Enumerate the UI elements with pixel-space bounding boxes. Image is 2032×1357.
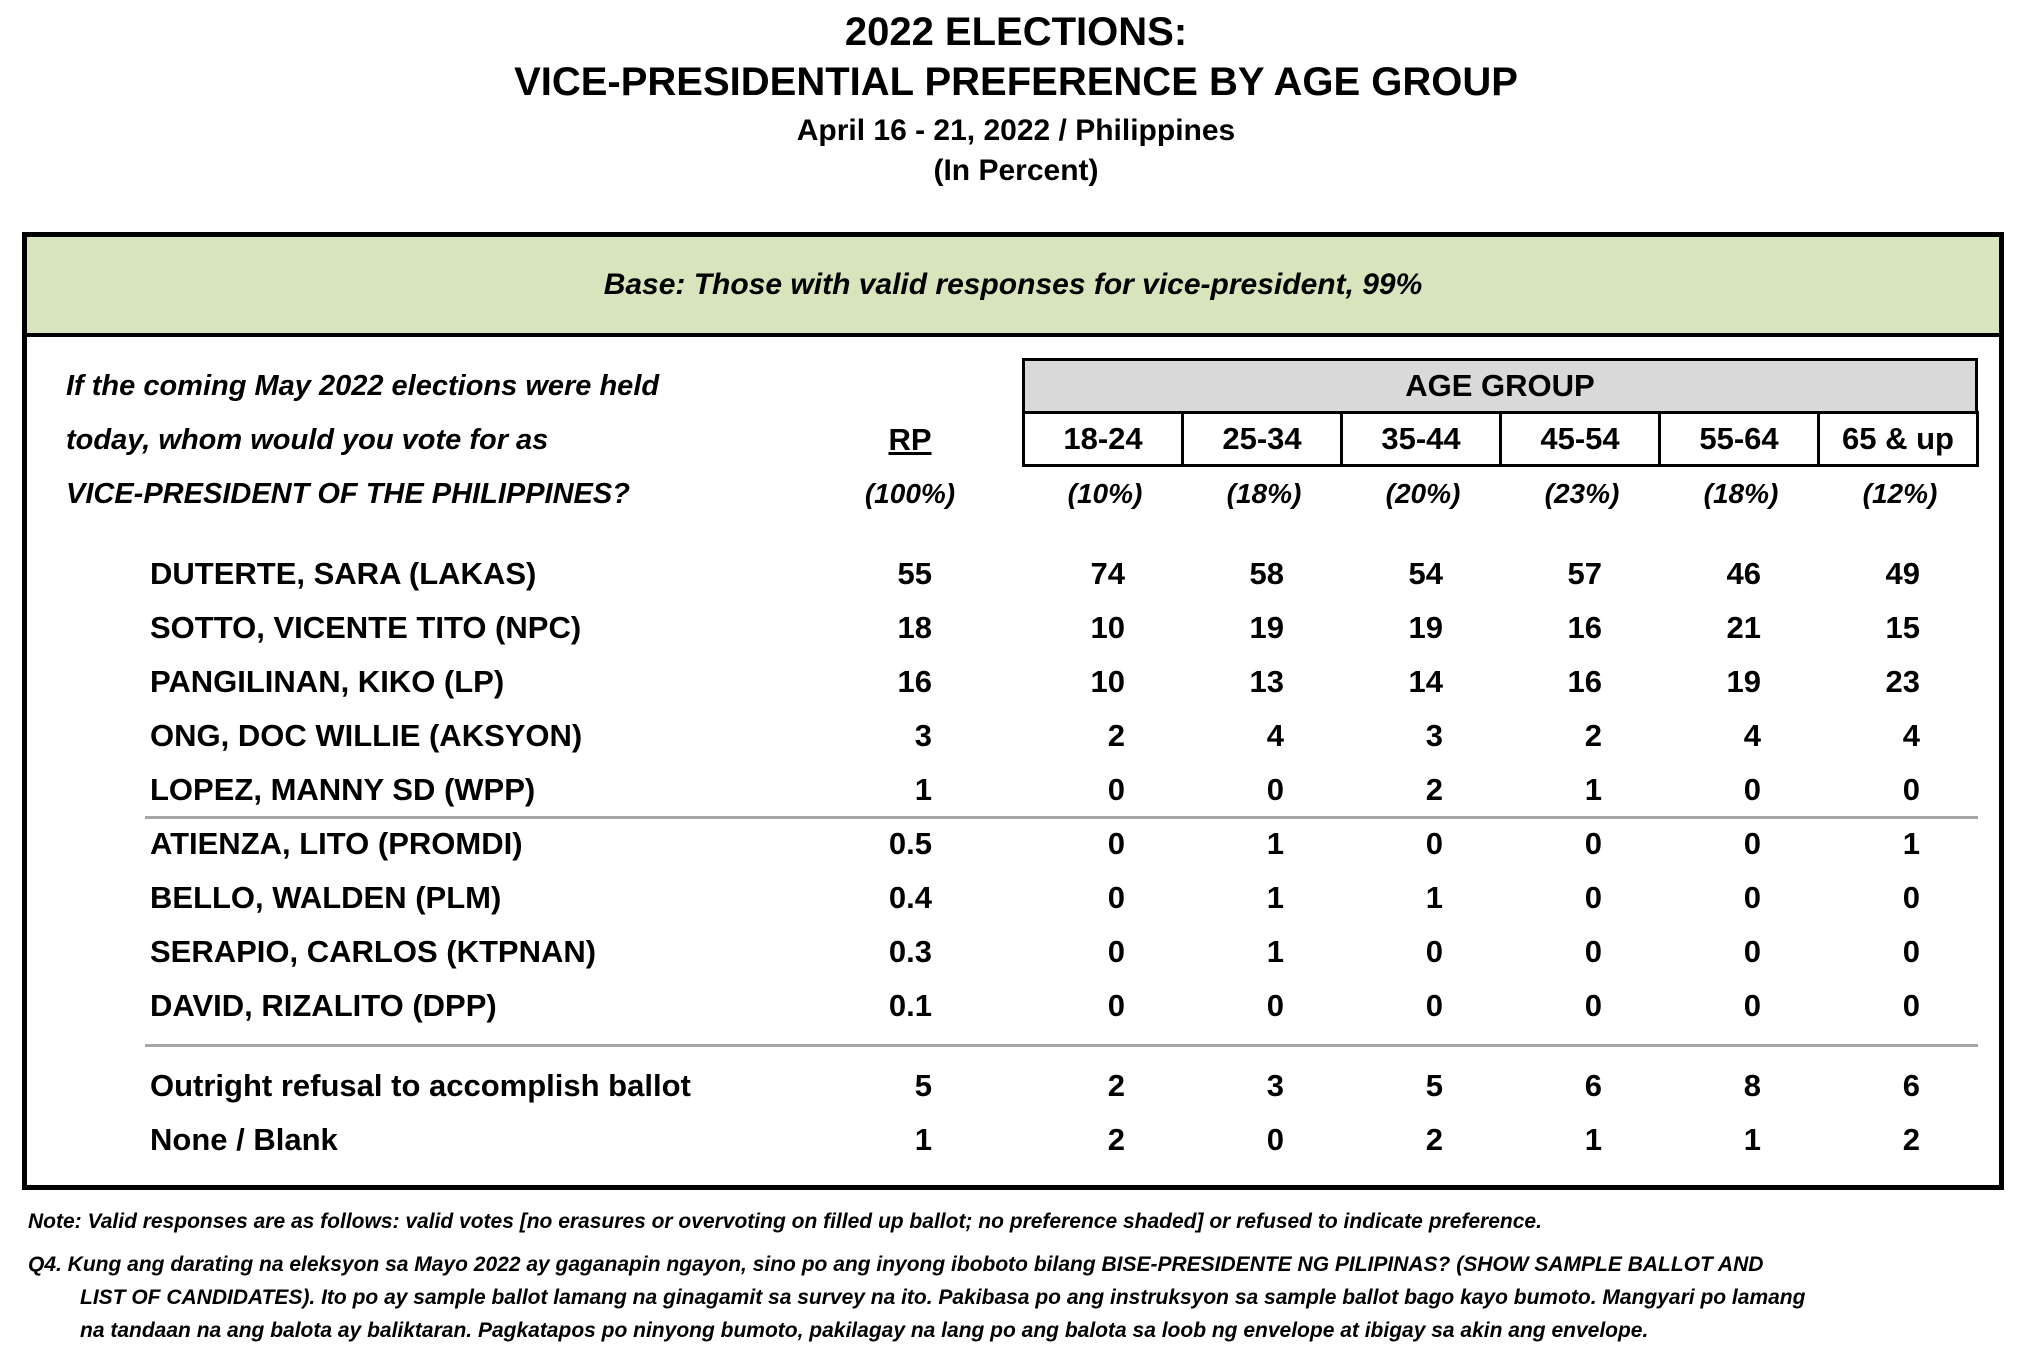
question-line2: today, whom would you vote for as [66, 424, 549, 456]
table-cell: 2 [1902, 1122, 1920, 1157]
table-cell: 57 [1567, 556, 1602, 591]
table-cell: 0 [1902, 772, 1920, 807]
table-cell: 0 [1266, 772, 1284, 807]
row-label: None / Blank [150, 1122, 338, 1157]
table-cell: 23 [1885, 664, 1920, 699]
table-cell: 19 [1726, 664, 1761, 699]
table-cell: 6 [1584, 1068, 1602, 1103]
separator-rule [145, 816, 1978, 819]
row-label: LOPEZ, MANNY SD (WPP) [150, 772, 536, 807]
column-share: (23%) [1544, 478, 1620, 509]
table-cell: 2 [1107, 1122, 1125, 1157]
table-cell: 8 [1743, 1068, 1761, 1103]
table-cell: 1 [914, 1122, 932, 1157]
table-cell: 1 [914, 772, 932, 807]
title-line2: VICE-PRESIDENTIAL PREFERENCE BY AGE GROUP [514, 60, 1518, 104]
table-cell: 4 [1743, 718, 1761, 753]
row-label: DAVID, RIZALITO (DPP) [150, 988, 497, 1023]
column-header-age-3: 35-44 [1340, 411, 1502, 467]
table-cell: 15 [1885, 610, 1920, 645]
table-cell: 6 [1902, 1068, 1920, 1103]
table-cell: 1 [1266, 880, 1284, 915]
table-cell: 2 [1425, 772, 1443, 807]
table-cell: 13 [1249, 664, 1284, 699]
table-cell: 0 [1107, 880, 1125, 915]
table-cell: 2 [1425, 1122, 1443, 1157]
table-cell: 0 [1743, 934, 1761, 969]
table-cell: 1 [1584, 772, 1602, 807]
column-header-age-5: 55-64 [1658, 411, 1820, 467]
table-cell: 2 [1107, 718, 1125, 753]
q4-line3: na tandaan na ang balota ay baliktaran. Pagkatapos po ninyong bumoto, pakilagay na lang po ang balota sa loob ng envelope at ibigay sa akin ang envelope. [80, 1319, 1649, 1342]
table-cell: 2 [1584, 718, 1602, 753]
table-cell: 19 [1249, 610, 1284, 645]
table-cell: 1 [1902, 826, 1920, 861]
column-header-age-6: 65 & up [1817, 411, 1979, 467]
table-cell: 0.4 [888, 880, 932, 915]
row-label: ATIENZA, LITO (PROMDI) [150, 826, 523, 861]
table-cell: 74 [1090, 556, 1125, 591]
row-label: ONG, DOC WILLIE (AKSYON) [150, 718, 583, 753]
column-share: (18%) [1703, 478, 1779, 509]
table-cell: 0 [1902, 934, 1920, 969]
table-cell: 0 [1584, 826, 1602, 861]
table-cell: 10 [1090, 610, 1125, 645]
table-cell: 3 [1425, 718, 1443, 753]
table-cell: 0 [1107, 772, 1125, 807]
q4-line1: Q4. Kung ang darating na eleksyon sa Mayo 2022 ay gaganapin ngayon, sino po ang inyong iboboto bilang BISE-PRESIDENTE NG PILIPINAS? (SHOW SAMPLE BALLOT AND [28, 1253, 1764, 1276]
row-label: PANGILINAN, KIKO (LP) [150, 664, 505, 699]
table-cell: 0 [1902, 988, 1920, 1023]
table-cell: 1 [1743, 1122, 1761, 1157]
table-cell: 0 [1743, 772, 1761, 807]
note-text: Note: Valid responses are as follows: valid votes [no erasures or overvoting on filled up ballot; no preference shaded] or refused to indicate preference. [28, 1210, 1542, 1233]
row-label: SOTTO, VICENTE TITO (NPC) [150, 610, 582, 645]
column-header-rp: RP [888, 422, 932, 457]
table-cell: 16 [1567, 610, 1602, 645]
question-line3: VICE-PRESIDENT OF THE PHILIPPINES? [66, 478, 630, 510]
table-cell: 2 [1107, 1068, 1125, 1103]
age-group-header: AGE GROUP [1022, 358, 1978, 414]
table-cell: 54 [1408, 556, 1443, 591]
table-cell: 0.3 [888, 934, 932, 969]
table-cell: 0 [1425, 826, 1443, 861]
table-cell: 1 [1584, 1122, 1602, 1157]
table-cell: 3 [914, 718, 932, 753]
table-cell: 18 [897, 610, 932, 645]
table-cell: 58 [1249, 556, 1284, 591]
table-cell: 0 [1902, 880, 1920, 915]
column-header-age-4: 45-54 [1499, 411, 1661, 467]
table-cell: 5 [914, 1068, 932, 1103]
table-cell: 0 [1107, 934, 1125, 969]
table-cell: 10 [1090, 664, 1125, 699]
table-cell: 14 [1408, 664, 1443, 699]
table-cell: 49 [1885, 556, 1920, 591]
row-label: DUTERTE, SARA (LAKAS) [150, 556, 537, 591]
table-cell: 0.5 [888, 826, 932, 861]
table-cell: 0 [1107, 826, 1125, 861]
table-cell: 1 [1425, 880, 1443, 915]
column-header-age-1: 18-24 [1022, 411, 1184, 467]
base-banner: Base: Those with valid responses for vice-president, 99% [27, 237, 1999, 337]
table-cell: 0 [1743, 880, 1761, 915]
row-label: Outright refusal to accomplish ballot [150, 1068, 691, 1103]
table-cell: 0.1 [888, 988, 932, 1023]
table-cell: 0 [1266, 988, 1284, 1023]
table-cell: 0 [1584, 934, 1602, 969]
table-cell: 1 [1266, 826, 1284, 861]
title-line1: 2022 ELECTIONS: [844, 10, 1188, 54]
column-share: (18%) [1226, 478, 1302, 509]
table-cell: 5 [1425, 1068, 1443, 1103]
table-cell: 0 [1743, 826, 1761, 861]
table-cell: 19 [1408, 610, 1443, 645]
column-share: (12%) [1862, 478, 1938, 509]
table-cell: 0 [1743, 988, 1761, 1023]
column-share: (10%) [1067, 478, 1143, 509]
table-cell: 55 [897, 556, 932, 591]
table-cell: 0 [1425, 988, 1443, 1023]
table-cell: 4 [1266, 718, 1284, 753]
q4-line2: LIST OF CANDIDATES). Ito po ay sample ballot lamang na ginagamit sa survey na ito. Pakibasa po ang instruksyon sa sample ballot bago kayo bumoto. Mangyari po lamang [80, 1286, 1806, 1309]
table-cell: 21 [1726, 610, 1761, 645]
row-label: SERAPIO, CARLOS (KTPNAN) [150, 934, 597, 969]
table-cell: 0 [1584, 880, 1602, 915]
separator-rule [145, 1044, 1978, 1047]
table-cell: 3 [1266, 1068, 1284, 1103]
table-cell: 0 [1107, 988, 1125, 1023]
question-line1: If the coming May 2022 elections were held [66, 370, 660, 402]
row-label: BELLO, WALDEN (PLM) [150, 880, 502, 915]
table-cell: 0 [1425, 934, 1443, 969]
table-cell: 0 [1266, 1122, 1284, 1157]
column-share: (100%) [864, 478, 956, 509]
subtitle: April 16 - 21, 2022 / Philippines [796, 114, 1236, 147]
table-cell: 0 [1584, 988, 1602, 1023]
column-share: (20%) [1385, 478, 1461, 509]
table-cell: 1 [1266, 934, 1284, 969]
table-cell: 4 [1902, 718, 1920, 753]
table-cell: 16 [897, 664, 932, 699]
unit-label: (In Percent) [933, 154, 1099, 187]
table-cell: 46 [1726, 556, 1761, 591]
table-cell: 16 [1567, 664, 1602, 699]
column-header-age-2: 25-34 [1181, 411, 1343, 467]
